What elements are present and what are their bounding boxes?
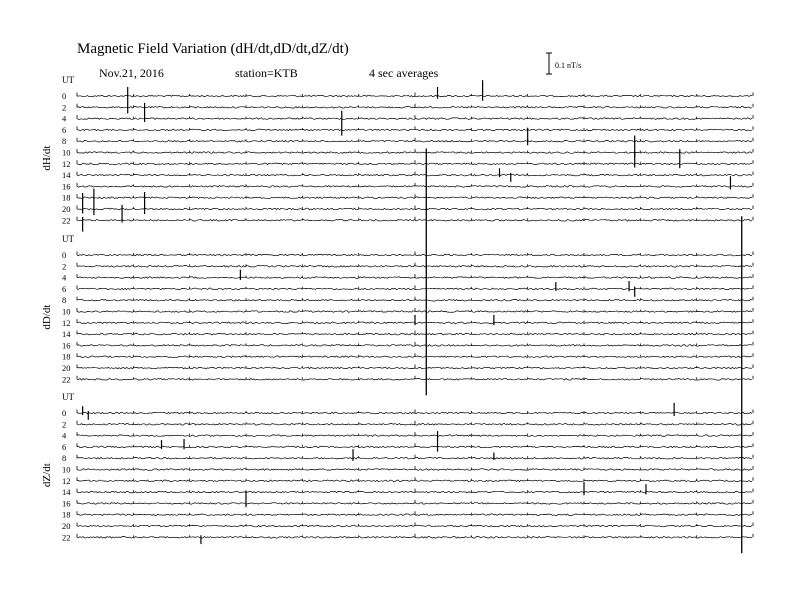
trace-line: [77, 311, 752, 313]
row-label: 16: [62, 181, 71, 192]
panel-axis-label: dD/dt: [41, 304, 53, 330]
trace-line: [77, 333, 752, 335]
row-label: 14: [62, 487, 71, 498]
row-label: 18: [62, 509, 71, 520]
row-label: 8: [62, 453, 67, 464]
ut-label: UT: [62, 234, 74, 244]
trace-line: [77, 186, 752, 188]
row-label: 12: [62, 158, 71, 169]
trace-line: [77, 491, 752, 493]
panel-dH-dt: [41, 75, 753, 225]
trace-line: [77, 356, 752, 358]
row-label: 20: [62, 521, 71, 531]
trace-line: [77, 503, 752, 505]
trace-line: [77, 197, 752, 199]
panel-axis-label: dZ/dt: [41, 463, 53, 488]
row-label: 0: [62, 408, 67, 418]
row-label: 4: [62, 113, 67, 124]
trace-line: [77, 220, 752, 222]
station-label: station=KTB: [235, 66, 298, 80]
row-label: 6: [62, 283, 67, 294]
row-label: 2: [62, 102, 67, 113]
trace-line: [77, 367, 752, 369]
row-label: 10: [62, 464, 71, 475]
ut-label: UT: [62, 75, 74, 85]
row-label: 22: [62, 374, 71, 385]
row-label: 22: [62, 532, 71, 543]
row-label: 14: [62, 170, 71, 181]
trace-line: [77, 514, 752, 516]
trace-line: [77, 277, 752, 279]
trace-line: [77, 537, 752, 539]
row-label: 6: [62, 441, 67, 452]
panel-axis-label: dH/dt: [41, 145, 53, 171]
trace-line: [77, 345, 752, 347]
row-label: 22: [62, 215, 71, 226]
date-label: Nov.21, 2016: [99, 66, 164, 80]
trace-line: [77, 379, 752, 381]
trace-line: [77, 129, 752, 131]
row-label: 16: [62, 498, 71, 509]
trace-line: [77, 288, 752, 290]
trace-line: [77, 152, 752, 154]
trace-line: [77, 412, 752, 414]
row-label: 0: [62, 91, 67, 101]
row-label: 14: [62, 329, 71, 340]
row-label: 2: [62, 419, 67, 430]
row-label: 4: [62, 430, 67, 441]
trace-line: [77, 107, 752, 109]
trace-line: [77, 435, 752, 437]
trace-line: [77, 299, 752, 301]
row-label: 2: [62, 261, 67, 272]
trace-line: [77, 457, 752, 459]
row-label: 16: [62, 340, 71, 351]
scale-bar-label: 0.1 nT/s: [555, 61, 582, 70]
trace-line: [77, 424, 752, 426]
panel-dZ-dt: [41, 392, 753, 542]
row-label: 12: [62, 475, 71, 486]
trace-line: [77, 469, 752, 471]
trace-line: [77, 208, 752, 210]
trace-line: [77, 174, 752, 176]
trace-line: [77, 163, 752, 165]
row-label: 0: [62, 250, 67, 260]
trace-line: [77, 95, 752, 97]
trace-line: [77, 446, 752, 448]
row-label: 8: [62, 295, 67, 306]
panel-dD-dt: [41, 234, 753, 384]
row-label: 18: [62, 351, 71, 362]
trace-line: [77, 525, 752, 527]
trace-line: [77, 266, 752, 268]
row-label: 10: [62, 306, 71, 317]
row-label: 20: [62, 363, 71, 373]
trace-line: [77, 480, 752, 482]
row-label: 12: [62, 317, 71, 328]
trace-line: [77, 118, 752, 120]
row-label: 8: [62, 136, 67, 147]
averaging-label: 4 sec averages: [369, 66, 439, 80]
row-label: 4: [62, 272, 67, 283]
trace-line: [77, 140, 752, 142]
scale-bar: [546, 53, 581, 74]
row-label: 20: [62, 204, 71, 214]
row-label: 10: [62, 147, 71, 158]
ut-label: UT: [62, 392, 74, 402]
row-label: 18: [62, 192, 71, 203]
chart-title: Magnetic Field Variation (dH/dt,dD/dt,dZ/dt): [77, 41, 349, 57]
trace-line: [77, 254, 752, 256]
row-label: 6: [62, 124, 67, 135]
